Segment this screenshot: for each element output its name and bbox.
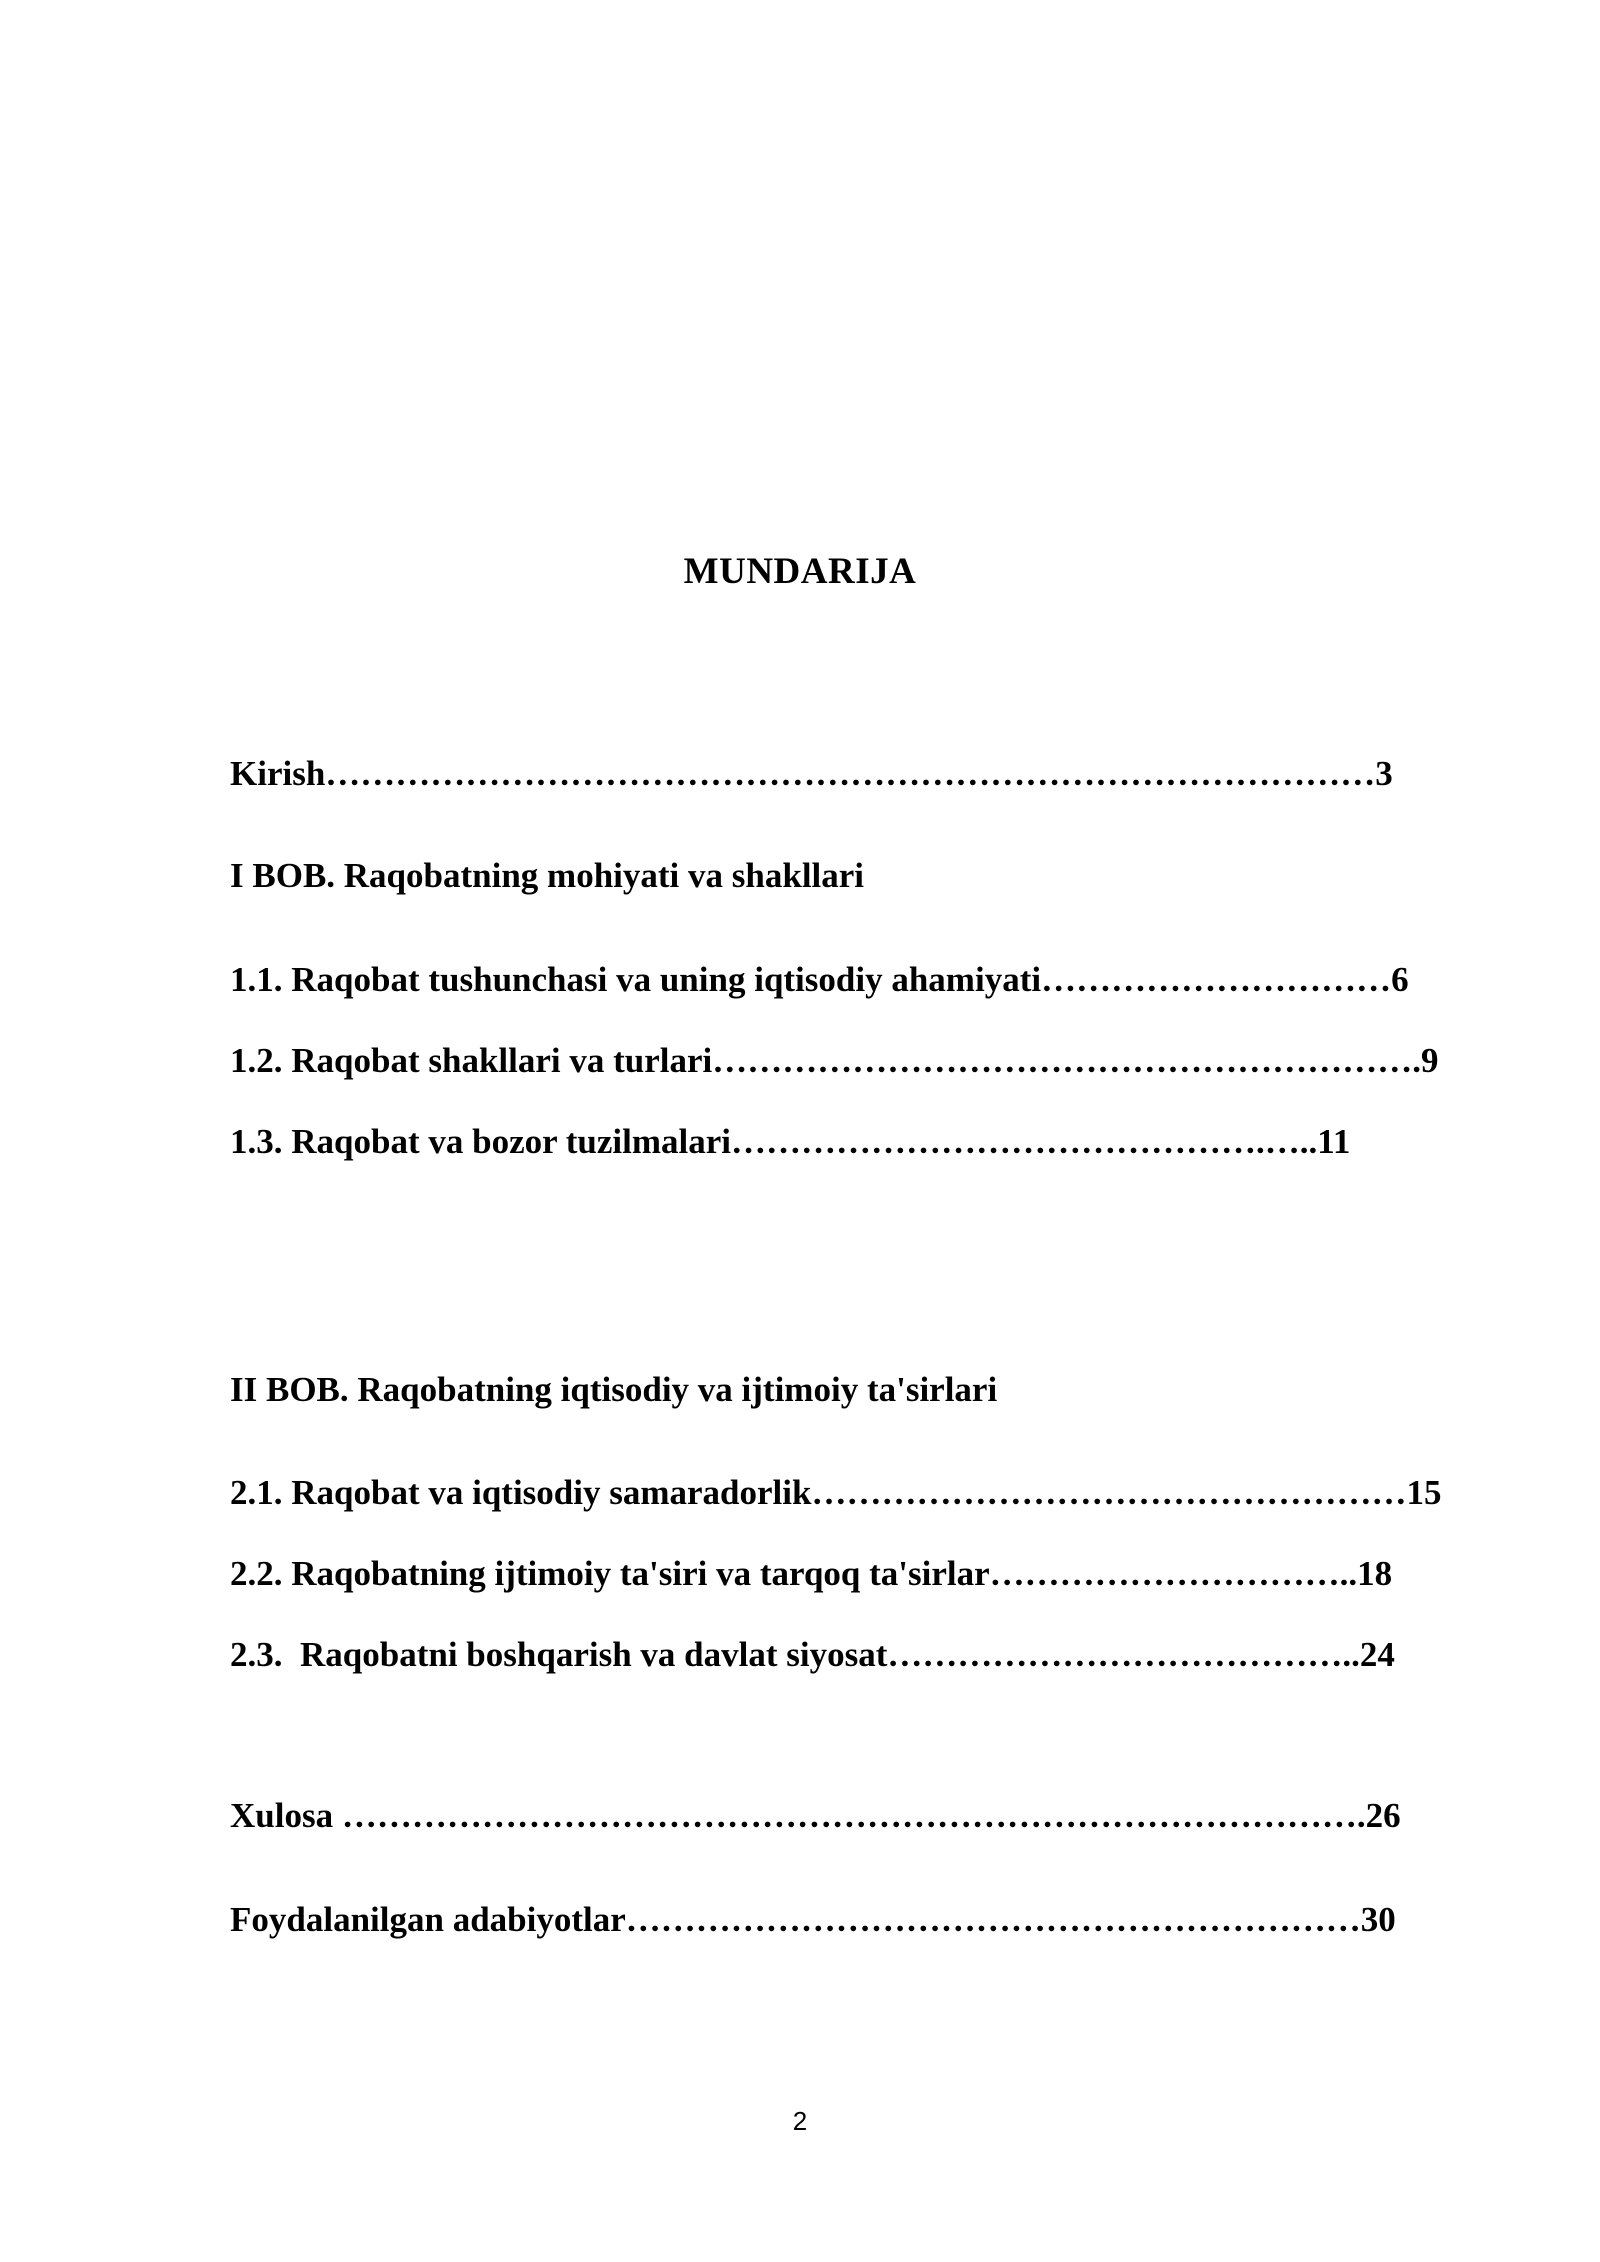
toc-entry-2-3: 2.3. Raqobatni boshqarish va davlat siyosat…………………………………..24: [230, 1635, 1395, 1674]
toc-entry-2-1: 2.1. Raqobat va iqtisodiy samaradorlik……………………………………………15: [230, 1473, 1442, 1512]
page-title: MUNDARIJA: [683, 551, 917, 592]
toc-entry-1-1: 1.1. Raqobat tushunchasi va uning iqtisodiy ahamiyati…………………………6: [230, 960, 1409, 999]
page-number: 2: [792, 2106, 808, 2136]
chapter-heading-1: I BOB. Raqobatning mohiyati va shakllari: [230, 856, 865, 895]
toc-entry-1-3: 1.3. Raqobat va bozor tuzilmalari……………………………………….…..11: [230, 1122, 1351, 1161]
toc-entry-2-2: 2.2. Raqobatning ijtimoiy ta'siri va tarqoq ta'sirlar…………………………..18: [230, 1554, 1393, 1593]
toc-entry-1-2: 1.2. Raqobat shakllari va turlari…………………………………………………….9: [230, 1041, 1439, 1080]
toc-entry-conclusion: Xulosa …………………………………………………………………………….26: [230, 1796, 1401, 1835]
toc-entry-intro: Kirish………………………………………………………………………………3: [230, 754, 1393, 793]
chapter-heading-2: II BOB. Raqobatning iqtisodiy va ijtimoiy ta'sirlari: [230, 1370, 998, 1409]
toc-entry-references: Foydalanilgan adabiyotlar………………………………………………………30: [230, 1900, 1396, 1939]
